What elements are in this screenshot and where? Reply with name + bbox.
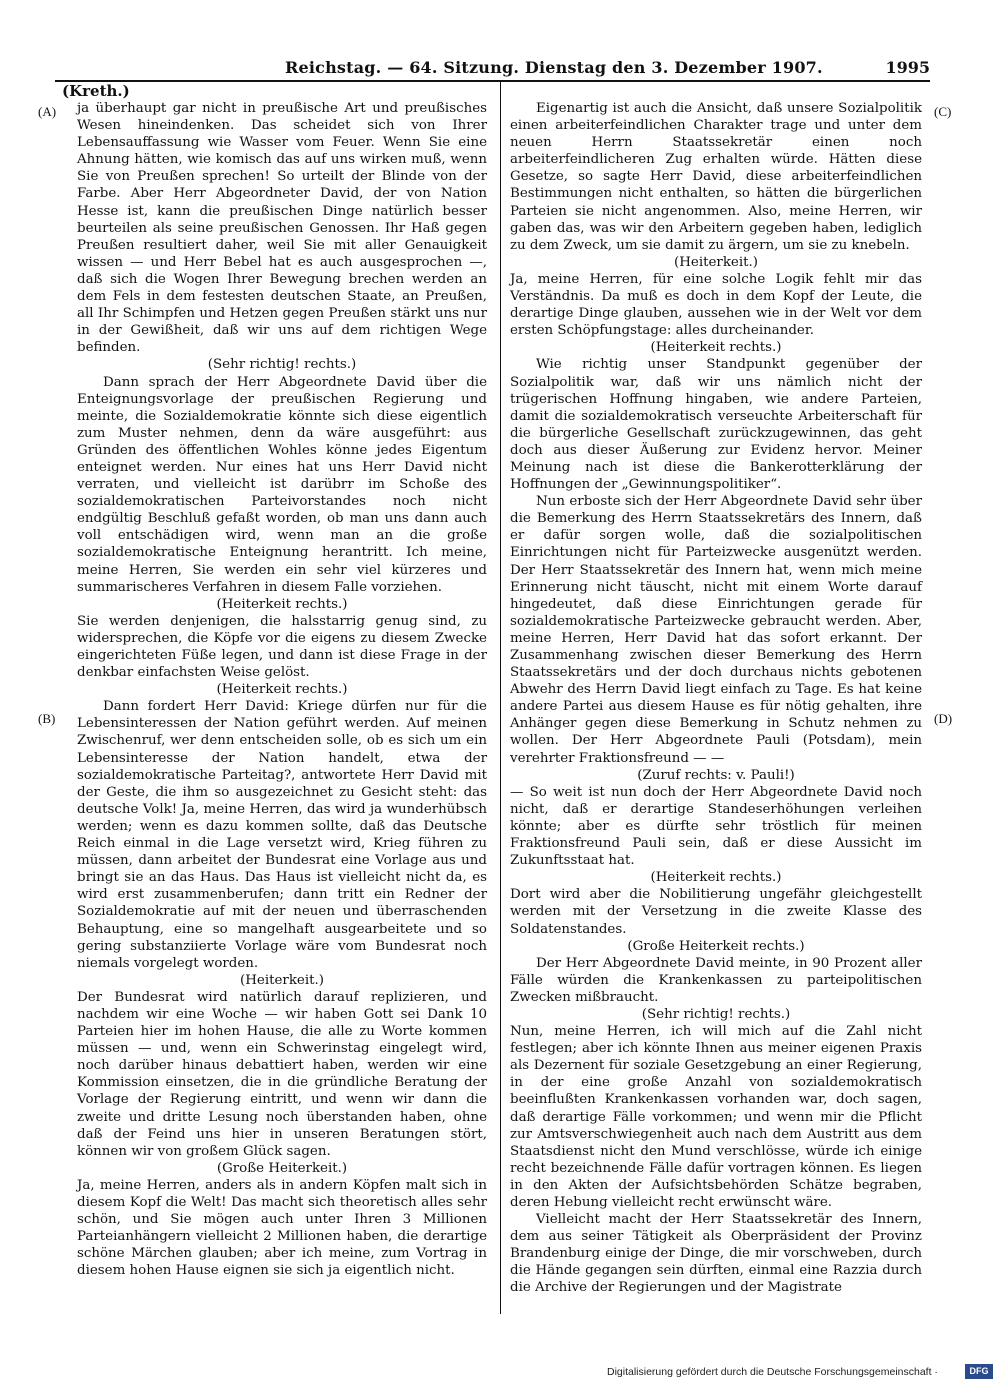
- footer-credit: Digitalisierung gefördert durch die Deutsche Forschungsgemeinschaft ·: [607, 1366, 938, 1378]
- paragraph: Wie richtig unser Standpunkt gegenüber der Sozialpolitik war, daß wir uns nämlich nicht der trügerischen Hoffnung hingaben, wie andere Parteien, damit die sozialdemokratisch verseuchte Arbeiterschaft für die bürgerliche Gesellschaft zurückzugewinnen, das geht doch aus dieser Äußerung zur Evidenz hervor. Meiner Meinung nach ist diese die Bankerotterklärung der Hoffnungen der „Gewinnungspolitiker“.: [510, 357, 922, 493]
- paragraph: Dann sprach der Herr Abgeordnete David über die Enteignungsvorlage der preußischen Regierung und meinte, die Sozialdemokratie könnte sich diese eigentlich zum Muster nehmen, denn da wäre ausgeführt: aus Gründen des öffentlichen Wohles könne jedes Eigentum enteignet werden. Nur eines hat uns Herr David nicht verraten, und vielleicht ist darübrr im Schoße des sozialdemokratischen Parteivorstandes noch nicht endgültig Beschluß gefaßt worden, ob man uns dann auch voll entschädigen wird, wenn man an die große sozialdemokratische Enteignung herantritt. Ich meine, meine Herren, Sie werden ein sehr viel kürzeres und summarischeres Verfahren in diesem Falle vorziehen.: [77, 374, 487, 595]
- interjection: (Sehr richtig! rechts.): [207, 357, 357, 373]
- interjection: (Sehr richtig! rechts.): [641, 1006, 791, 1022]
- right-column: [510, 100, 922, 1297]
- paragraph: Nun, meine Herren, ich will mich auf die Zahl nicht festlegen; aber ich könnte Ihnen aus meiner eigenen Praxis als Dezernent für soziale Gesetzgebung an einer Regierung, in der eine große Anzahl von sozialdemokratisch beeinflußten Krankenkassen vorhanden war, doch sagen, daß derartige Fälle vorkommen; und wenn mir die Pflicht zur Amtsverschwiegenheit auch nach dem Austritt aus dem Staatsdienst nicht den Mund verschlösse, würde ich einige recht bezeichnende Fälle dafür vortragen können. Es liegen in den Akten der Aufsichtsbehörden Schätze begraben, deren Hebung vielleicht recht erwünscht wäre.: [510, 1024, 922, 1210]
- interjection: (Heiterkeit.): [240, 972, 324, 988]
- left-column: [77, 100, 487, 1279]
- page-header: [285, 58, 930, 80]
- paragraph: Sie werden denjenigen, die halsstarrig genug sind, zu widersprechen, die Köpfe vor die eigens zu diesem Zwecke eingerichteten Füße legen, und dann ist diese Frage in der denkbar einfachsten Weise gelöst.: [77, 613, 487, 681]
- paragraph: Nun erboste sich der Herr Abgeordnete David sehr über die Bemerkung des Herrn Staatssekretärs des Innern, daß er dafür sorgen wolle, daß die sozialpolitischen Einrichtungen nicht für Parteizwecke ausgenützt werden. Der Herr Staatssekretär des Innern hat, wenn mich meine Erinnerung nicht täuscht, nicht mit einem Worte darauf hingedeutet, daß diese Einrichtungen gerade für sozialdemokratische Parteizwecke gebraucht werden. Aber, meine Herren, Herr David hat das sofort erkannt. Der Zusammenhang zwischen dieser Bemerkung des Herrn Staatssekretärs und der doch durchaus nichts gebotenen Abwehr des Herrn David liegt einfach zu Tage. Es hat keine andere Partei aus diesem Hause es für nötig gehalten, ihre Anhänger gegen diese Bemerkung in Schutz nehmen zu wollen. Der Herr Abgeordnete Pauli (Potsdam), mein verehrter Fraktionsfreund — —: [510, 494, 922, 766]
- paragraph: Der Bundesrat wird natürlich darauf replizieren, und nachdem wir eine Woche — wir haben Gott sei Dank 10 Parteien hier im hohen Hause, die alle zu Worte kommen müssen — und, wenn ein Schwerinstag eingelegt wird, noch darüber hinaus debattiert haben, werden wir eine Kommission einsetzen, die in die gründliche Beratung der Vorlage der Regierung eintritt, und wenn wir dann die zweite und dritte Lesung noch überstanden haben, ohne daß der Feind uns hier in unseren Beratungen stört, können wir von großem Glück sagen.: [77, 989, 487, 1159]
- header-title: Reichstag. — 64. Sitzung. Dienstag den 3. Dezember 1907.: [285, 58, 823, 77]
- header-rule: [55, 80, 930, 82]
- interjection: (Große Heiterkeit rechts.): [627, 938, 805, 954]
- paragraph: Ja, meine Herren, anders als in andern Köpfen malt sich in diesem Kopf die Welt! Das macht sich theoretisch alles sehr schön, und Sie mögen auch unter Ihren 3 Millionen Parteianhängern vielleicht 2 Millionen haben, die derartige schöne Märchen glauben; aber ich meine, zum Vortrag in diesem hohen Hause eignen sie sich ja eigentlich nicht.: [77, 1177, 487, 1279]
- interjection: (Heiterkeit rechts.): [650, 340, 782, 356]
- margin-mark-b: (B): [38, 711, 56, 726]
- paragraph: Ja, meine Herren, für eine solche Logik fehlt mir das Verständnis. Da muß es doch in dem Kopf der Leute, die derartige Dinge glauben, aussehen wie in der Welt vor dem ersten Schöpfungstage: alles durcheinander.: [510, 271, 922, 339]
- paragraph: Dort wird aber die Nobilitierung ungefähr gleichgestellt werden mit der Versetzung in die zweite Klasse des Soldatenstandes.: [510, 887, 922, 937]
- interjection: (Heiterkeit rechts.): [216, 596, 348, 612]
- paragraph: — So weit ist nun doch der Herr Abgeordnete David noch nicht, daß er derartige Standeserhöhungen verleihen könnte; aber es dürfte sehr tröstlich für meinen Fraktionsfreund Pauli sein, daß er diese Aussicht im Zukunftsstaat hat.: [510, 784, 922, 869]
- interjection: (Heiterkeit rechts.): [650, 870, 782, 886]
- paragraph: Dann fordert Herr David: Kriege dürfen nur für die Lebensinteressen der Nation geführt werden. Auf meinen Zwischenruf, wer denn entscheiden solle, ob es sich um ein Lebensinteresse der Nation handelt, etwa der sozialdemokratische Parteitag?, antwortete Herr David mit der Geste, die ihm so ausgezeichnet zu Gesicht steht: das deutsche Volk! Ja, meine Herren, das wird ja wunderhübsch werden; wenn es dazu kommen sollte, daß das Deutsche Reich einmal in die Lage versetzt wird, Krieg führen zu müssen, dann arbeitet der Bundesrat eine Vorlage aus und bringt sie an das Haus. Das Haus ist vielleicht nicht da, es wird erst zusammenberufen; dann tritt ein Redner der Sozialdemokratie auf mit der neuen und überraschenden Behauptung, eine so mangelhaft ausgearbeitete und so gering substanziierte Vorlage wäre vom Bundesrat noch niemals vorgelegt worden.: [77, 699, 487, 971]
- speaker-name: (Kreth.): [62, 82, 130, 100]
- paragraph: ja überhaupt gar nicht in preußische Art und preußisches Wesen hineindenken. Das scheidet sich von Ihrer Lebensauffassung wie Wasser vom Feuer. Wenn Sie eine Ahnung hätten, wie komisch das auf uns wirken muß, wenn Sie von Preußen sprechen! So urteilt der Blinde von der Farbe. Aber Herr Abgeordneter David, der von Nation Hesse ist, kann die preußischen Dinge natürlich besser beurteilen als seine preußischen Genossen. Ihr Haß gegen Preußen resultiert daher, weil Sie mit aller Genauigkeit wissen — und Herr Bebel hat es auch ausgesprochen —, daß sich die Wogen Ihrer Bewegung brechen werden an dem Fels in dem festesten deutschen Staate, an Preußen, all Ihr Schimpfen und Hetzen gegen Preußen stärkt uns nur in der Gewißheit, daß wir uns auf dem richtigen Wege befinden.: [77, 101, 487, 356]
- paragraph: Eigenartig ist auch die Ansicht, daß unsere Sozialpolitik einen arbeiterfeindlichen Charakter trage und unter dem neuen Herrn Staatssekretär einen noch arbeiterfeindlicheren Zug erhalten würde. Hätten diese Gesetze, so sagte Herr David, diese arbeiterfeindlichen Bestimmungen nicht enthalten, so hätten die bürgerlichen Parteien sie nicht angenommen. Also, meine Herren, wir gaben das, was wir den Arbeitern gegeben haben, lediglich zu dem Zweck, um sie damit zu ärgern, um sie zu knebeln.: [510, 101, 922, 253]
- dfg-logo: DFG: [965, 1364, 993, 1379]
- interjection: (Heiterkeit.): [674, 254, 758, 270]
- interjection: (Zuruf rechts: v. Pauli!): [637, 767, 795, 783]
- page-number: 1995: [885, 58, 930, 77]
- margin-mark-d: (D): [934, 711, 953, 726]
- margin-mark-a: (A): [38, 104, 57, 119]
- margin-mark-c: (C): [934, 104, 952, 119]
- paragraph: Vielleicht macht der Herr Staatssekretär des Innern, dem aus seiner Tätigkeit als Oberpräsident der Provinz Brandenburg einige der Dinge, die mir vorschweben, durch die Hände gegangen sein dürften, einmal eine Razzia durch die Archive der Regierungen und der Magistrate: [510, 1212, 922, 1296]
- interjection: (Große Heiterkeit.): [216, 1160, 348, 1176]
- column-divider: [500, 82, 501, 1314]
- interjection: (Heiterkeit rechts.): [216, 682, 348, 698]
- paragraph: Der Herr Abgeordnete David meinte, in 90 Prozent aller Fälle würden die Krankenkassen zu parteipolitischen Zwecken mißbraucht.: [510, 955, 922, 1005]
